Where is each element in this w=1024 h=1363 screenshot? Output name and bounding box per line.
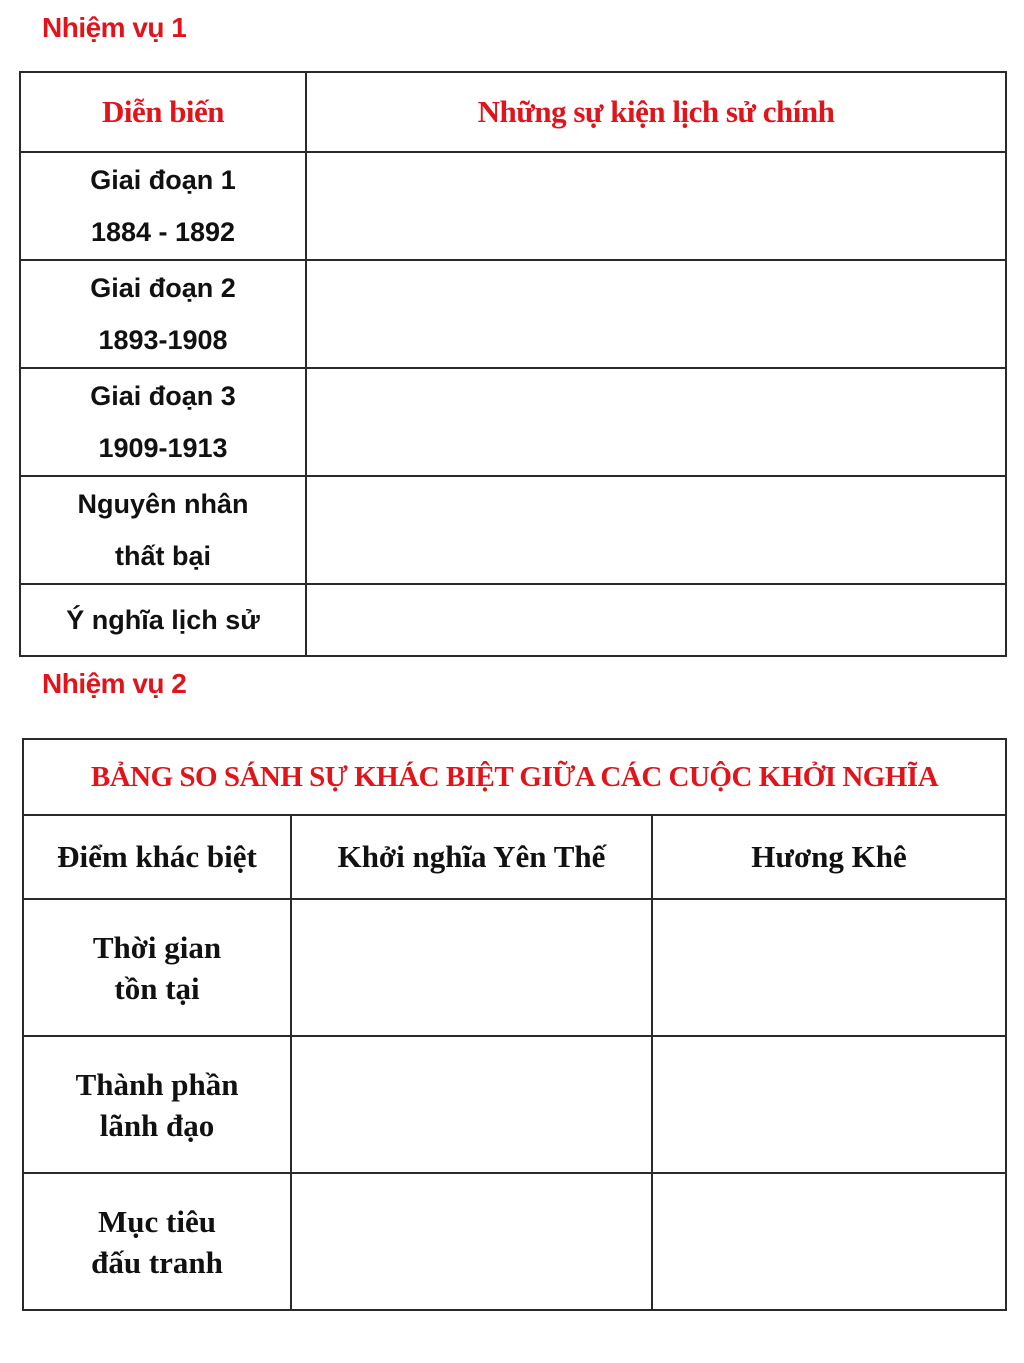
task-1-title: Nhiệm vụ 1 [42,12,187,43]
row-label-stage-1 [20,152,306,260]
row-label-line: lãnh đạo [99,1107,215,1143]
table-row [20,584,1006,656]
events-table-header [20,72,1006,152]
row-label-line: Nguyên nhân [77,489,249,519]
header-difference: Điểm khác biệt [23,815,291,899]
events-cell-significance[interactable] [306,584,1006,656]
events-table [19,71,1007,657]
row-label-line: Giai đoạn 1 [90,165,236,195]
row-label-line: Ý nghĩa lịch sử [66,605,260,635]
row-label-period: 1884 - 1892 [90,217,236,247]
row-label-objective [23,1173,291,1310]
row-label-line: tồn tại [114,970,200,1006]
row-label-period: 1893-1908 [98,325,228,355]
table-row [23,899,1006,1036]
header-progress: Diễn biến [20,72,306,152]
table-row [20,260,1006,368]
table-row [20,368,1006,476]
huong-khe-cell-duration[interactable] [652,899,1006,1036]
yen-the-cell-duration[interactable] [291,899,652,1036]
row-label-line: đấu tranh [91,1244,223,1280]
row-label-line: Thành phần [75,1066,239,1102]
comparison-table-title-row [23,739,1006,815]
row-label-stage-2 [20,260,306,368]
events-cell-stage-1[interactable] [306,152,1006,260]
huong-khe-cell-objective[interactable] [652,1173,1006,1310]
events-cell-failure-cause[interactable] [306,476,1006,584]
header-yen-the: Khởi nghĩa Yên Thế [291,815,652,899]
row-label-line: Mục tiêu [98,1203,216,1239]
header-huong-khe: Hương Khê [652,815,1006,899]
comparison-table-title: BẢNG SO SÁNH SỰ KHÁC BIỆT GIỮA CÁC CUỘC KHỞI NGHĨA [23,739,1006,815]
huong-khe-cell-leadership[interactable] [652,1036,1006,1173]
table-row [20,152,1006,260]
table-row [23,1173,1006,1310]
row-label-line: thất bại [114,541,211,571]
task-2-title: Nhiệm vụ 2 [42,668,187,699]
row-label-line: Giai đoạn 3 [90,381,236,411]
table-row [20,476,1006,584]
row-label-duration [23,899,291,1036]
events-cell-stage-3[interactable] [306,368,1006,476]
row-label-line: Giai đoạn 2 [90,273,236,303]
comparison-table-header [23,815,1006,899]
yen-the-cell-leadership[interactable] [291,1036,652,1173]
table-row [23,1036,1006,1173]
row-label-line: Thời gian [92,929,222,965]
row-label-failure-cause [20,476,306,584]
row-label-period: 1909-1913 [98,433,228,463]
row-label-leadership [23,1036,291,1173]
events-cell-stage-2[interactable] [306,260,1006,368]
yen-the-cell-objective[interactable] [291,1173,652,1310]
row-label-significance [20,584,306,656]
comparison-table [22,738,1007,1311]
row-label-stage-3 [20,368,306,476]
header-main-events: Những sự kiện lịch sử chính [306,72,1006,152]
